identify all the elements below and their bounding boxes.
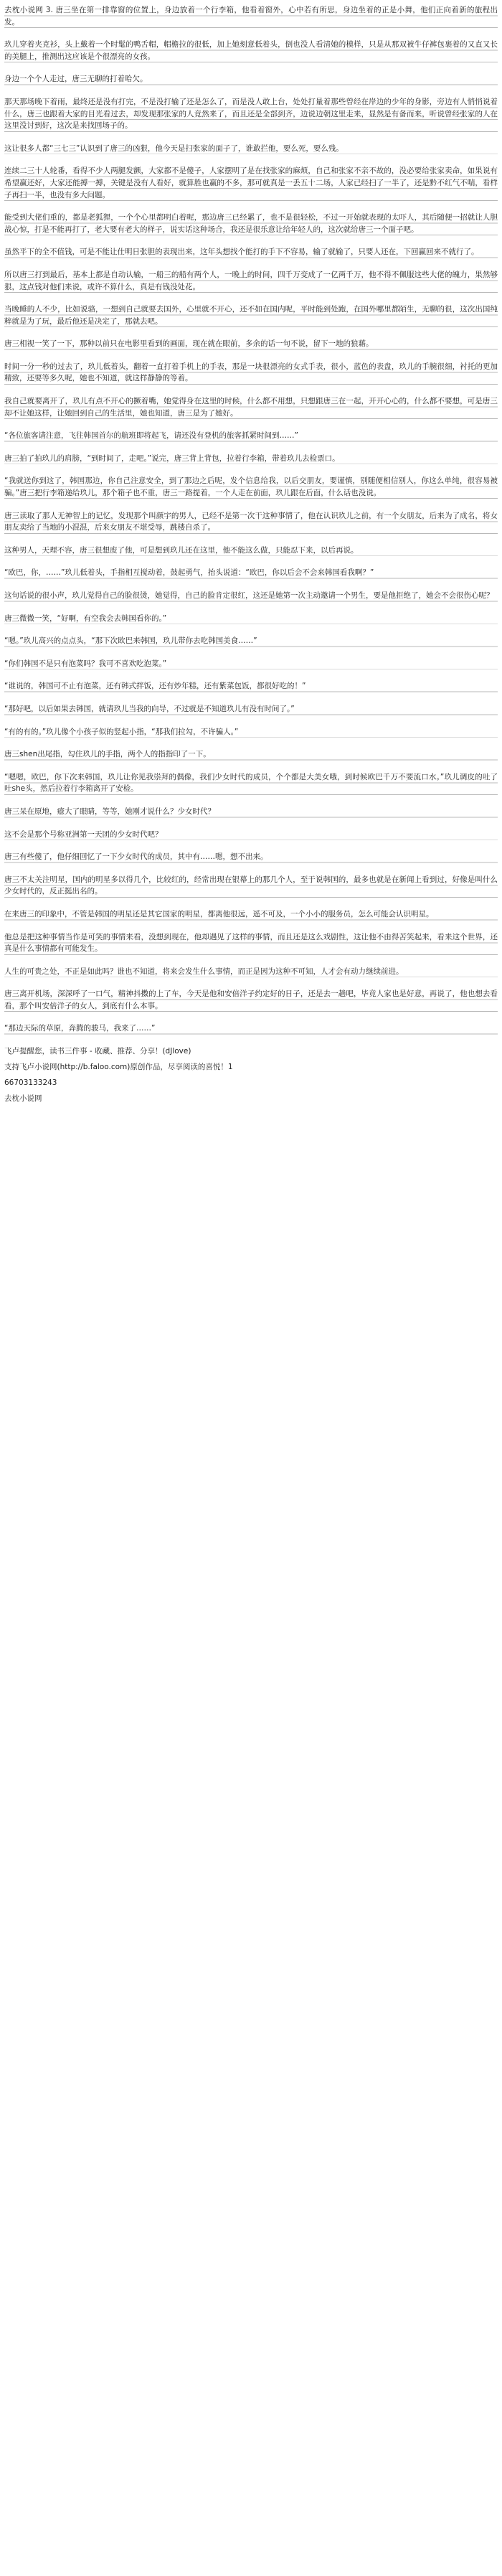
paragraph: 时间一分一秒的过去了，玖儿低着头，翻着一直打着手机上的手表，那是一块很漂亮的女式手表，很小，蓝色的表盘，玖儿的手腕很细，衬托的更加精致，还要等多久呢，她也不知道，就这样静静的等着。 xyxy=(4,361,498,385)
paragraph: “嗯嗯，欧巴，你下次来韩国，玖儿让你见我崇拜的偶像，我们少女时代的成员，个个都是大美女哦，到时候欧巴千万不要流口水。”玖儿调皮的吐了吐she头，然后拉着行李箱离开了安检。 xyxy=(4,771,498,795)
paragraph: 这让很多人都“三七三”认识到了唐三的凶狠，他今天是扫张家的面子了，谁敢拦他，要么死，要么残。 xyxy=(4,143,498,155)
paragraph: 当晚睡的人不少，比如说骆，一想到自己就要去国外，心里就不开心，还不如在国内呢，平时能到处跑，在国外哪里都陌生，无聊的很，这次出国纯粹就是为了玩，最后他还是决定了，那就去吧。 xyxy=(4,304,498,327)
paragraph: 唐三呆在原地，癔大了眼睛，等等，她刚才说什么？少女时代？ xyxy=(4,806,498,818)
paragraph: 唐三微微一笑，“好啊，有空我会去韩国看你的。” xyxy=(4,613,498,625)
paragraph: 能受到大佬们重的，都是老狐狸，一个个心里都明白着呢，那边唐三已经累了，也不是很轻松，不过一开始就表现的太吓人，其后随便一招就让人胆战心惊，打是不能再打了，老大要有老大的样子，说实话这种场合，我还是很乐意让给年轻人的，这次就给唐三一个面子吧。 xyxy=(4,212,498,235)
paragraph: 唐三有些傻了，他仔细回忆了一下少女时代的成员，其中有……嗯，想不出来。 xyxy=(4,851,498,863)
paragraph: 我自己就要离开了，玖儿有点不开心的撅着嘴，她觉得身在这里的时候，什么都不用想，只想跟唐三在一起，开开心心的，什么都不要想，可是唐三却不让她这样，让她回到自己的生活里，她也知道，唐三是为了她好。 xyxy=(4,395,498,419)
article-body xyxy=(4,4,498,1035)
paragraph: 人生的可贵之处，不正是如此吗？谁也不知道，将来会发生什么事情，而正是因为这种不可知，人才会有动力继续前进。 xyxy=(4,966,498,978)
paragraph: 去枕小说网 3. 唐三坐在第一排靠窗的位置上，身边放着一个行李箱，他看着窗外，心中若有所思，身边坐着的正是小舞，他们正向着新的旅程出发。 xyxy=(4,4,498,28)
paragraph: 所以唐三打到最后，基本上都是自动认输，一船三的船有两个人，一晚上的时间，四千万变成了一亿两千万，他不得不佩服这些大佬的魄力，果然够狠，这点钱对他们来说，或许不算什么，真是有钱没处花。 xyxy=(4,269,498,293)
paragraph: “有的有的。”玖儿像个小孩子似的竖起小指，“那我们拉勾，不许骗人。” xyxy=(4,726,498,738)
paragraph: 身边一个个人走过，唐三无聊的打着哈欠。 xyxy=(4,73,498,85)
paragraph: 这句话说的很小声，玖儿觉得自己的脸很烫，她觉得，自己的脸肯定很红，这还是她第一次主动邀请一个男生，要是他拒绝了，她会不会很伤心呢？ xyxy=(4,590,498,602)
paragraph: 唐三相视一笑了一下，那种以前只在电影里看到的画面，现在就在眼前，多余的话一句不说，留下一地的狼藉。 xyxy=(4,338,498,350)
paragraph: “谁说的，韩国可不止有泡菜，还有韩式拌饭，还有炒年糕，还有紫菜包饭，都很好吃的！” xyxy=(4,680,498,692)
paragraph: 唐三拍了拍玖儿的肩膀，“到时间了，走吧。”说完，唐三背上背包，拉着行李箱，带着玖儿去检票口。 xyxy=(4,453,498,465)
paragraph: 那天那场晚下着雨，最终还是没有打完，不是没打输了还是怎么了，而是没人敢上台，处处打量着那些曾经在岸边的少年的身影，旁边有人悄悄说着什么，唐三也跟着大家的目光看过去，却发现那张家的人竟然来了，而且还是全部到齐，边说边朝这里走来，显然是有备而来，听说曾经张家的人在这里没讨到好，这次是来找回场子的。 xyxy=(4,96,498,132)
paragraph: 连续二三十人轮番，看得不少人两腿发颤，大家都不是傻子，人家摆明了是在找张家的麻烦，自己和张家不亲不故的，没必要给张家卖命，如果说有希望赢还好，大家还能搏一搏，关键是没有人看好，就算胜也赢的不多，那可就真是一丢五十二场，人家已经扫了一半了，还是黔不红气不喘，看样子再扫一半，也没有多大问题。 xyxy=(4,165,498,201)
paragraph: “我就送你到这了，韩国那边，你自己注意安全，到了那边之后呢，发个信息给我，以后交朋友，要谨慎，别随便相信别人，你这么单纯，很容易被骗。”唐三把行李箱递给玖儿，那个箱子也不重，唐三一路提着，一个人走在前面，玖儿跟在后面，什么话也没说。 xyxy=(4,475,498,499)
paragraph: 唐三离开机场，深深呼了一口气，精神抖擞的上了车，今天是他和安倍洋子约定好的日子，还是去一趟吧，毕竟人家也是好意，再说了，他也想去看看，那个叫安倍洋子的女人，到底有什么本事。 xyxy=(4,988,498,1012)
paragraph: 这不会是那个号称亚洲第一天团的少女时代吧？ xyxy=(4,829,498,841)
footer-support-link[interactable]: 支持飞卢小说网(http://b.faloo.com)原创作品，尽享阅读的喜悦！1 xyxy=(4,1063,233,1072)
paragraph: 他总是把这种事情当作是可笑的事情来看，没想到现在，他却遇见了这样的事情，而且还是这么戏剧性，这让他不由得苦笑起来，看来这个世界，还真是什么事情都有可能发生。 xyxy=(4,931,498,955)
footer-number: 66703133243 xyxy=(4,1078,57,1088)
paragraph: “那边天际的草原，奔腾的骏马，我来了……” xyxy=(4,1023,498,1035)
paragraph: 唐三shen出尾指，勾住玖儿的手指，两个人的指指印了一下。 xyxy=(4,748,498,761)
paragraph: “那好吧，以后如果去韩国，就请玖儿当我的向导，不过就是不知道玖儿有没有时间了。” xyxy=(4,703,498,715)
paragraph: “嗯。”玖儿高兴的点点头，“那下次欧巴来韩国，玖儿带你去吃韩国美食……” xyxy=(4,635,498,647)
footer-site-name: 去枕小说网 xyxy=(4,1094,42,1104)
paragraph: 虽然平下的全不值钱，可是不能让仕明日张胆的表现出来，这年头想找个能打的手下不容易，输了就输了，只要人还在，下回赢回来不就行了。 xyxy=(4,246,498,258)
footer-reminder: 飞卢提醒您，读书三件事 - 收藏、推荐、分享！(dJlove) xyxy=(4,1047,191,1056)
paragraph: 这种男人，天理不容，唐三很想废了他，可是想到玖儿还在这里，他不能这么做，只能忍下来，以后再说。 xyxy=(4,545,498,557)
paragraph: 唐三不太关注明星，国内的明星多以得几个，比较红的，经常出现在银幕上的那几个人，至于说韩国的，最多也就是在新闻上看到过，好像是叫什么少女时代的，反正挺出名的。 xyxy=(4,874,498,898)
paragraph: “欧巴，你，……”玖儿低着头，手指相互搅动着，鼓起勇气，抬头说道：“欧巴，你以后会不会来韩国看我啊？” xyxy=(4,567,498,579)
paragraph: 在来唐三的印象中，不管是韩国的明星还是其它国家的明星，都离他很远，遥不可及，一个小小的服务员，怎么可能会认识明星。 xyxy=(4,908,498,921)
paragraph: “你们韩国不是只有泡菜吗？我可不喜欢吃泡菜。” xyxy=(4,658,498,670)
paragraph: 唐三读取了那人无神智上的记忆，发现那个叫颜宇的男人，已经不是第一次干这种事情了，他在认识玖儿之前，有一个女朋友，后来为了成名，将女朋友卖给了当地的小混混，后来女朋友不堪受辱，跳楼自杀了。 xyxy=(4,510,498,534)
paragraph: “各位旅客请注意，飞往韩国首尔的航班即将起飞，请还没有登机的旅客抓紧时间到……” xyxy=(4,430,498,442)
paragraph: 玖儿穿着夹克衫，头上戴着一个时髦的鸭舌帽，帽檐拉的很低，加上她刻意低着头，倒也没人看清她的模样，只是从那双被牛仔裤包裹着的又直又长的美腿上，推测出这应该是个很漂亮的女孩。 xyxy=(4,39,498,62)
